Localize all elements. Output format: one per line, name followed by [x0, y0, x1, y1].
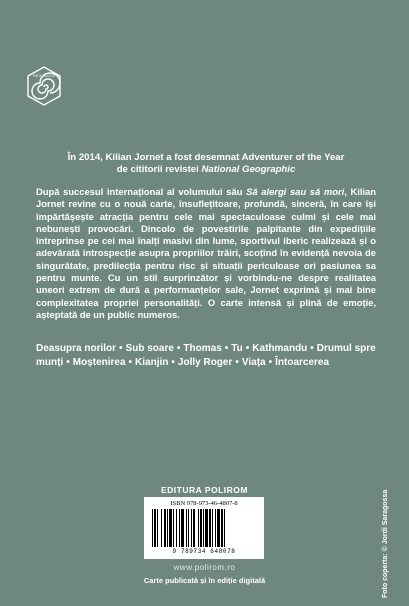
- chapter-separator: •: [268, 356, 273, 368]
- barcode-bar: [191, 509, 192, 547]
- chapter-item: Tu: [231, 343, 243, 354]
- barcode-bar: [152, 509, 153, 547]
- barcode-bar: [169, 509, 172, 547]
- chapter-separator: •: [128, 356, 133, 368]
- barcode-bar: [179, 509, 180, 547]
- chapter-separator: •: [176, 343, 181, 354]
- book-description: [36, 186, 376, 321]
- chapter-separator: •: [224, 343, 229, 354]
- chapter-item: Viața: [241, 356, 266, 368]
- barcode-bar: [198, 509, 199, 547]
- barcode-bar: [217, 509, 220, 547]
- chapter-item: Întoarcerea: [275, 356, 330, 368]
- chapter-item: Thomas: [183, 343, 222, 354]
- barcode-number: 9 789734 648078: [172, 548, 236, 555]
- chapter-item: Sub soare: [125, 343, 174, 354]
- chapter-separator: •: [235, 356, 239, 368]
- publisher-logo: [25, 66, 63, 112]
- chapter-item: Jolly Roger: [177, 356, 233, 368]
- chapter-separator: •: [310, 343, 314, 354]
- barcode-block: [144, 497, 264, 559]
- barcode-icon: [150, 509, 258, 547]
- description-rest: , Kilian Jornet revine cu o nouă carte, însuflețitoare, profundă, sinceră, în care își împărtășește atracția pentru cele mai spectaculoase culmi și cele mai nebunești provocări. Dincolo de povestirile palpitante din expedițiile întreprinse pe cei mai înalți masivi din lume, sportivul iberic realizează și o adevărată introspecție asupra propriilor trăiri, scoțînd în evidență nevoia de singurătate, predilecția pentru risc și situații periculoase ori pasiunea sa pentru munte. Cu un stil surprinzător și vorbindu-ne despre realitatea uneori extrem de dură a performanțelor sale, Jornet exprimă și mai bine complexitatea propriei personalități. O carte intensă și plină de emoție, așteptată de un public numeros.: [36, 186, 377, 320]
- chapter-separator: •: [245, 343, 250, 354]
- barcode-bar: [167, 509, 168, 547]
- chapter-separator: •: [66, 356, 70, 368]
- chapter-item: Kianjin: [135, 356, 169, 368]
- headline: [36, 152, 376, 176]
- barcode-bar: [154, 509, 156, 547]
- chapter-item: Kathmandu: [252, 343, 308, 354]
- barcode-bar: [164, 509, 166, 547]
- chapter-list: [36, 342, 376, 369]
- headline-line-2: [36, 164, 376, 176]
- barcode-bar: [200, 509, 202, 547]
- barcode-bar: [186, 509, 187, 547]
- barcode-bar: [224, 509, 225, 547]
- digital-edition-note: Carte publicată și în ediție digitală: [143, 576, 266, 585]
- barcode-bar: [157, 509, 158, 547]
- headline-line-2-prefix: de cititorii revistei: [116, 164, 199, 175]
- barcode-bar: [173, 509, 174, 547]
- logo-label: SEXAGON: [33, 73, 55, 78]
- chapter-separator: •: [171, 356, 175, 368]
- previous-book-title: Să alergi sau să mori: [246, 186, 345, 197]
- barcode-bar: [212, 509, 213, 547]
- chapter-item: Deasupra norilor: [36, 343, 117, 354]
- chapter-item: Drumul spre munți: [36, 343, 376, 368]
- publisher-website[interactable]: www.polirom.ro: [173, 563, 236, 572]
- isbn-label: ISBN 978-973-46-4807-8: [170, 500, 238, 507]
- chapter-item: Moștenirea: [72, 356, 126, 368]
- barcode-bar: [181, 509, 184, 547]
- headline-line-1: În 2014, Kilian Jornet a fost desemnat Adventurer of the Year: [67, 152, 345, 163]
- barcode-bar: [176, 509, 177, 547]
- barcode-bar: [161, 509, 162, 547]
- barcode-bar: [221, 509, 223, 547]
- barcode-bar: [188, 509, 189, 547]
- chapter-separator: •: [119, 343, 123, 354]
- barcode-bar: [209, 509, 211, 547]
- publisher-name: EDITURA POLIROM: [161, 485, 248, 495]
- photo-credit: Foto coperta: © Jordi Saragossa: [382, 489, 389, 598]
- barcode-bar: [215, 509, 216, 547]
- headline-magazine: National Geographic: [201, 164, 296, 175]
- barcode-bar: [205, 509, 208, 547]
- barcode-bar: [203, 509, 204, 547]
- description-prefix: După succesul internațional al volumului său: [36, 186, 243, 197]
- barcode-bar: [193, 509, 195, 547]
